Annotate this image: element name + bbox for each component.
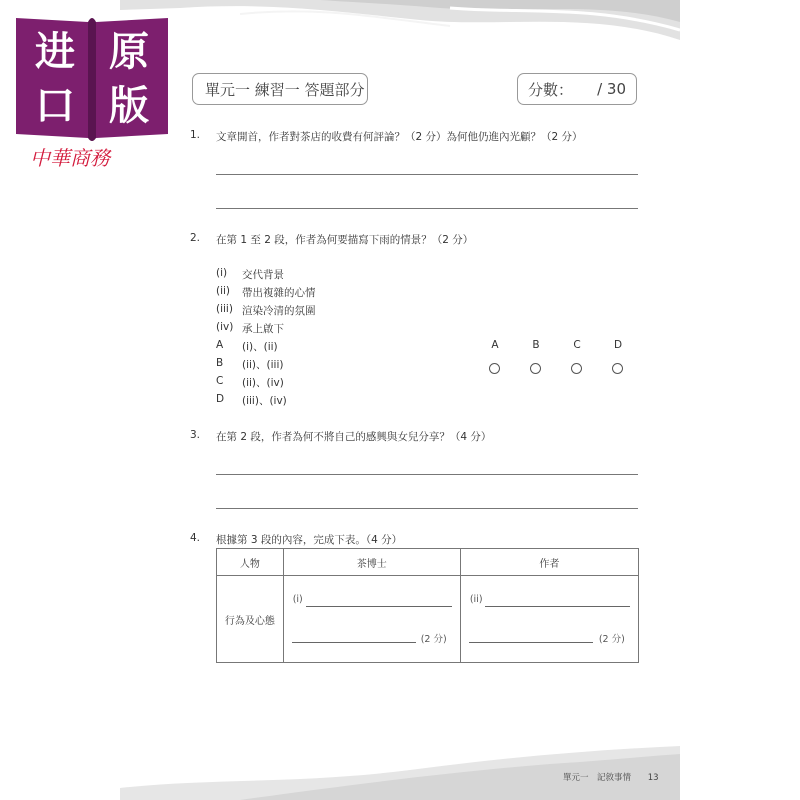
answer-line[interactable] bbox=[292, 642, 416, 643]
table-cell-i[interactable] bbox=[283, 576, 460, 663]
marks-label: (2 分) bbox=[598, 634, 625, 645]
choice-bubble-d[interactable] bbox=[612, 363, 623, 374]
choice-bubble-c[interactable] bbox=[571, 363, 582, 374]
table-header-tea-waiter: 茶博士 bbox=[283, 549, 460, 576]
question-text: 根據第 3 段的內容，完成下表。（4 分） bbox=[216, 534, 403, 546]
unit-title-box bbox=[192, 73, 368, 105]
answer-line[interactable] bbox=[216, 474, 638, 475]
unit-title: 單元一 練習一 答題部分 bbox=[205, 80, 365, 99]
answer-table bbox=[216, 548, 639, 663]
page-footer bbox=[563, 771, 659, 783]
stamp-char: 口 bbox=[35, 82, 75, 129]
import-edition-stamp bbox=[12, 12, 172, 182]
question-number: 2. bbox=[190, 232, 201, 244]
question-text: 在第 2 段，作者為何不將自己的感興與女兒分享？（4 分） bbox=[216, 431, 492, 443]
question-text: 在第 1 至 2 段，作者為何要描寫下雨的情景？（2 分） bbox=[216, 234, 474, 246]
score-box bbox=[517, 73, 637, 105]
score-label: 分數： bbox=[528, 80, 574, 99]
answer-line[interactable] bbox=[306, 606, 452, 607]
table-header-author: 作者 bbox=[460, 549, 638, 576]
table-header-character: 人物 bbox=[217, 549, 284, 576]
table-cell-ii[interactable] bbox=[460, 576, 638, 663]
page-number: 13 bbox=[647, 773, 659, 783]
answer-line[interactable] bbox=[485, 606, 630, 607]
choice-bubble-b[interactable] bbox=[530, 363, 541, 374]
answer-line[interactable] bbox=[216, 508, 638, 509]
cell-label: (ii) bbox=[469, 594, 483, 605]
worksheet-page: 單元一 練習一 答題部分 分數： / 30 1. 文章開首，作者對茶店的收費有何評論？（2 分）為何他仍進內光顧？（2 分） 2. 在第 1 至 2 段，作者為何要描寫下雨的情景？（2 分） (i) 交代背景 (ii) 帶出複雜的心情 (iii) 渲染冷清的氛圍 (iv) 承上啟下 A (i)、(ii) B (ii)、(iii) C (ii)、(iv) D (iii)、(iv) A B C D 3. 在第 2 段，作者為何不將自己的感興與女兒分享？（4 分） 4. 根據第 3 段的內容，完成下表。（4 分） 人物 茶博士 作者 行為及心態 (i) (2 分) (ii) (2 分) 單元一 記敘事情 13 bbox=[120, 0, 680, 800]
stamp-char: 原 bbox=[109, 28, 149, 75]
table-row-label: 行為及心態 bbox=[217, 576, 284, 663]
choice-label-a: A bbox=[491, 339, 499, 351]
publisher-name: 中華商務 bbox=[30, 146, 110, 170]
question-text: 文章開首，作者對茶店的收費有何評論？（2 分）為何他仍進內光顧？（2 分） bbox=[216, 131, 583, 143]
choice-label-c: C bbox=[573, 339, 581, 351]
score-total: / 30 bbox=[597, 80, 626, 98]
answer-line[interactable] bbox=[216, 208, 638, 209]
choice-label-b: B bbox=[532, 339, 540, 351]
footer-section: 單元一 記敘事情 bbox=[563, 773, 632, 783]
stamp-char: 版 bbox=[109, 82, 149, 129]
answer-line[interactable] bbox=[216, 174, 638, 175]
question-number: 1. bbox=[190, 129, 201, 141]
question-number: 3. bbox=[190, 429, 201, 441]
choice-label-d: D bbox=[613, 339, 623, 351]
cell-label: (i) bbox=[292, 594, 303, 605]
choice-bubble-a[interactable] bbox=[489, 363, 500, 374]
marks-label: (2 分) bbox=[420, 634, 447, 645]
question-number: 4. bbox=[190, 532, 201, 544]
answer-line[interactable] bbox=[469, 642, 593, 643]
header-wave-decoration bbox=[120, 0, 680, 70]
stamp-char: 进 bbox=[35, 28, 75, 75]
